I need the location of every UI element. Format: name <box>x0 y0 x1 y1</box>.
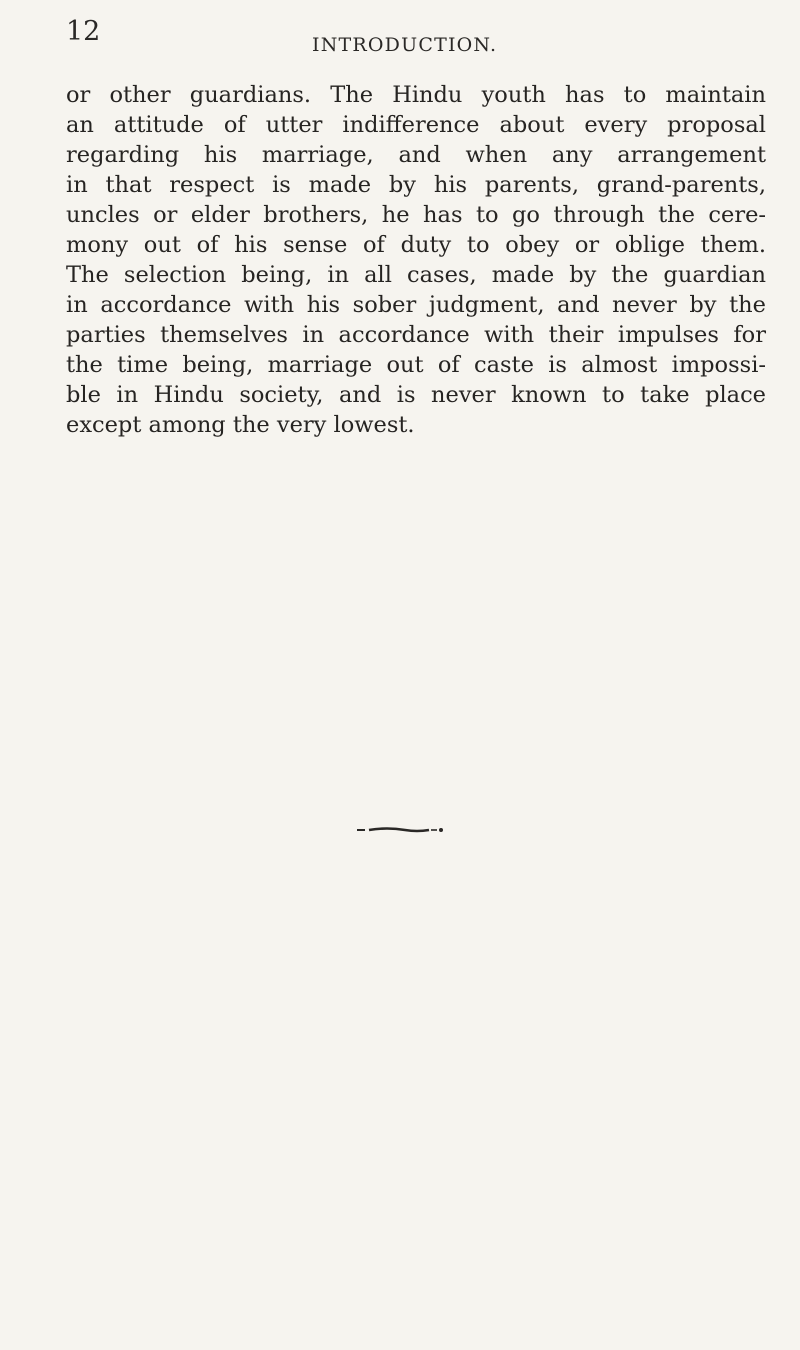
text-line: except among the very lowest. <box>66 412 415 438</box>
text-line: in that respect is made by his parents, grand-parents, <box>66 172 766 198</box>
tailpiece-rule-icon <box>357 826 445 834</box>
text-line: or other guardians. The Hindu youth has to maintain <box>66 82 766 108</box>
text-line: an attitude of utter indifference about every proposal <box>66 112 766 138</box>
page-number: 12 <box>66 16 101 47</box>
text-line: parties themselves in accordance with their impulses for <box>66 322 766 348</box>
running-head: INTRODUCTION. <box>312 34 498 56</box>
text-line: ble in Hindu society, and is never known to take place <box>66 382 766 408</box>
text-line: the time being, marriage out of caste is almost impossi- <box>66 352 766 378</box>
text-line: mony out of his sense of duty to obey or oblige them. <box>66 232 766 258</box>
text-line: regarding his marriage, and when any arrangement <box>66 142 766 168</box>
text-line: uncles or elder brothers, he has to go through the cere- <box>66 202 766 228</box>
text-line: The selection being, in all cases, made by the guardian <box>66 262 766 288</box>
text-line: in accordance with his sober judgment, and never by the <box>66 292 766 318</box>
body-paragraph <box>66 80 766 440</box>
